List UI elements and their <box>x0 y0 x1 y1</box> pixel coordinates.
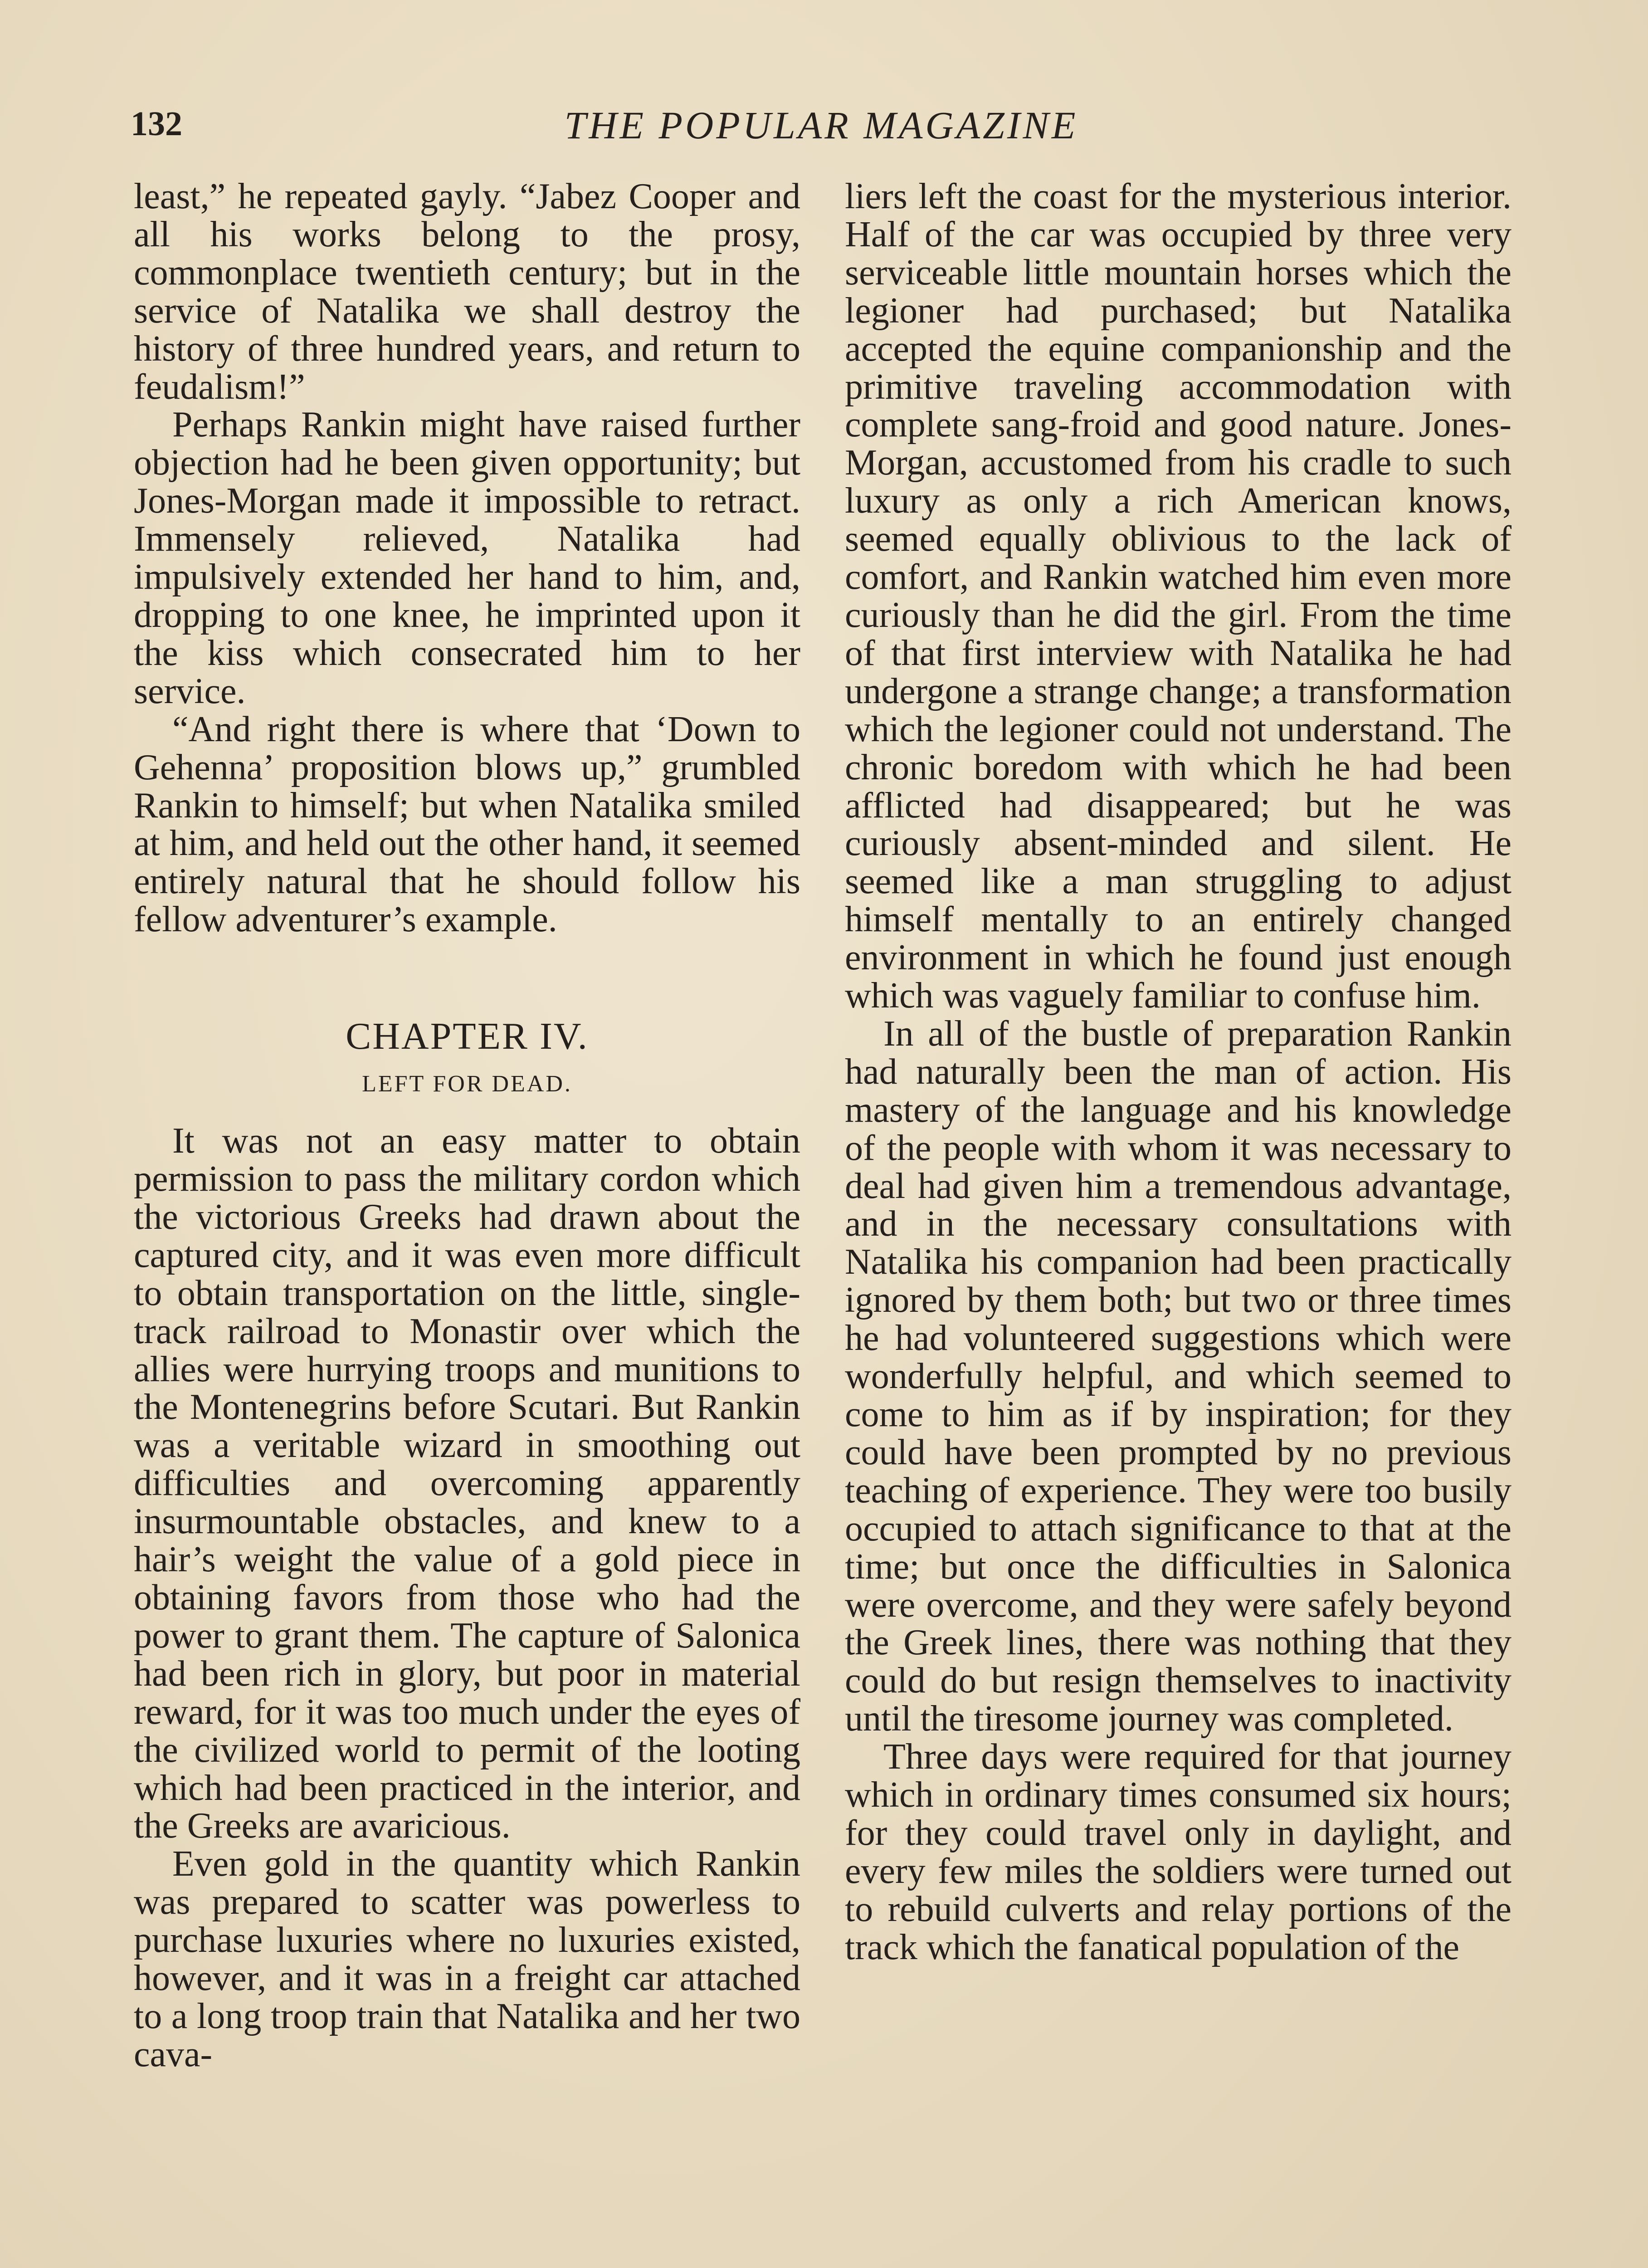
chapter-subtitle: LEFT FOR DEAD. <box>362 1071 572 1097</box>
paragraph: In all of the bustle of preparation Rankin had naturally been the man of action. His mastery of the language and his knowledge of the people with whom it was necessary to deal had given him a tremendous advantage, and in the necessary consultations with Natalika his companion had been practically ignored by them both; but two or three times he had volunteered suggestions which were wonderfully helpful, and which seemed to come to him as if by inspiration; for they could have been prompted by no previous teaching of experience. They were too busily occupied to attach significance to that at the time; but once the difficulties in Salonica were overcome, and they were safely beyond the Greek lines, there was nothing that they could do but resign themselves to inactivity until the tiresome journey was completed. <box>845 1013 1511 1739</box>
left-column <box>134 178 800 2074</box>
paragraph: least,” he repeated gayly. “Jabez Cooper and all his works belong to the prosy, commonplace twentieth century; but in the service of Natalika we shall destroy the history of three hundred years, and return to feudalism!” <box>134 176 800 407</box>
paragraph: Three days were required for that journey which in ordinary times consumed six hours; for they could travel only in daylight, and every few miles the soldiers were turned out to rebuild culverts and relay portions of the track which the fanatical population of the <box>845 1737 1511 1967</box>
paragraph: It was not an easy matter to obtain permission to pass the military cordon which the victorious Greeks had drawn about the captured city, and it was even more difficult to obtain transportation on the little, single-track railroad to Monastir over which the allies were hurrying troops and munitions to the Montenegrins before Scutari. But Rankin was a veritable wizard in smoothing out difficulties and overcoming apparently insurmountable obstacles, and knew to a hair’s weight the value of a gold piece in obtaining favors from those who had the power to grant them. The capture of Salonica had been rich in glory, but poor in material reward, for it was too much under the eyes of the civilized world to permit of the looting which had been practiced in the interior, and the Greeks are avaricious. <box>134 1121 800 1846</box>
chapter-title: CHAPTER IV. <box>346 1015 589 1058</box>
paragraph: Even gold in the quantity which Rankin was prepared to scatter was powerless to purchase luxuries where no luxuries existed, however, and it was in a freight car attached to a long troop train that Natalika and her two cava- <box>134 1844 800 2074</box>
page-number: 132 <box>131 105 182 143</box>
running-title: THE POPULAR MAGAZINE <box>564 103 1078 147</box>
paragraph: liers left the coast for the mysterious interior. Half of the car was occupied by three very serviceable little mountain horses which the legioner had purchased; but Natalika accepted the equine companionship and the primitive traveling accommodation with complete sang-froid and good nature. Jones-Morgan, accustomed from his cradle to such luxury as only a rich American knows, seemed equally oblivious to the lack of comfort, and Rankin watched him even more curiously than he did the girl. From the time of that first interview with Natalika he had undergone a strange change; a transformation which the legioner could not understand. The chronic boredom with which he had been afflicted had disappeared; but he was curiously absent-minded and silent. He seemed like a man struggling to adjust himself mentally to an entirely changed environment in which he found just enough which was vaguely familiar to confuse him. <box>845 176 1511 1016</box>
paragraph: Perhaps Rankin might have raised further objection had he been given opportunity; but Jones-Morgan made it impossible to retract. Immensely relieved, Natalika had impulsively extended her hand to him, and, dropping to one knee, he imprinted upon it the kiss which consecrated him to her service. <box>134 405 800 711</box>
page-header <box>131 95 1512 150</box>
paragraph: “And right there is where that ‘Down to Gehenna’ proposition blows up,” grumbled Rankin to himself; but when Natalika smiled at him, and held out the other hand, it seemed entirely natural that he should follow his fellow adventurer’s example. <box>134 709 800 940</box>
right-column <box>845 178 1511 1967</box>
